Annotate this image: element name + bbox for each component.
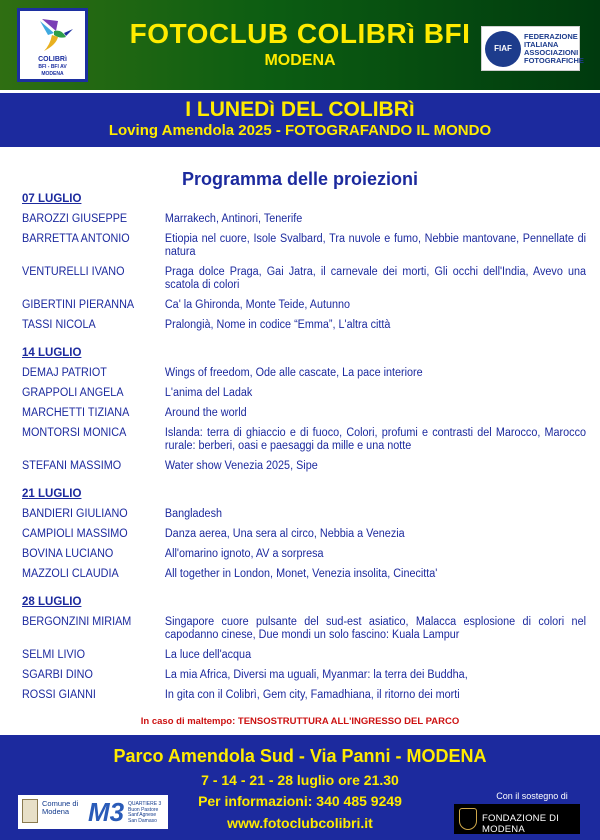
author-name: MAZZOLI CLAUDIA: [22, 568, 119, 580]
program-row: [22, 666, 586, 686]
program-row: [22, 457, 586, 477]
day-heading: 21 LUGLIO: [22, 488, 82, 500]
author-name: VENTURELLI IVANO: [22, 266, 125, 278]
day-gap: [22, 477, 586, 486]
club-city: MODENA: [264, 52, 336, 69]
program-row: [22, 296, 586, 316]
program-row: [22, 404, 586, 424]
day-heading: 14 LUGLIO: [22, 347, 82, 359]
projection-titles: Islanda: terra di ghiaccio e di fuoco, Colori, profumi e contrasti del Marocco, Marocco rurale: berberi, oasi e paesaggi da mille e una notte: [164, 427, 586, 452]
program-list: [22, 191, 586, 706]
fiaf-logo: [481, 26, 584, 71]
author-name: MONTORSI MONICA: [22, 427, 127, 439]
projection-titles: Ca' la Ghironda, Monte Teide, Autunno: [164, 299, 351, 311]
projection-titles: Pralongià, Nome in codice “Emma”, L'altra città: [164, 319, 391, 331]
footer: [0, 735, 600, 840]
quartiere3-logo: M3: [88, 797, 125, 827]
program-row: [22, 316, 586, 336]
program-row: [22, 525, 586, 545]
fondazione-crest-icon: [459, 808, 477, 830]
program-row: [22, 263, 586, 296]
author-name: BERGONZINI MIRIAM: [22, 616, 132, 628]
fondazione-logo: [454, 804, 580, 834]
author-name: STEFANI MASSIMO: [22, 460, 122, 472]
fiaf-text: FEDERAZIONE ITALIANA ASSOCIAZIONI FOTOGRAFICHE: [524, 32, 584, 65]
support-label: Con il sostegno di: [496, 791, 568, 801]
info-phone: Per informazioni: 340 485 9249: [198, 793, 402, 809]
author-name: MARCHETTI TIZIANA: [22, 407, 130, 419]
projection-titles: L'anima del Ladak: [164, 387, 253, 399]
club-title: FOTOCLUB COLIBRì BFI: [129, 18, 471, 49]
projection-titles: Praga dolce Praga, Gai Jatra, il carnevale dei morti, Gli occhi dell'India, Avevo una scatola di colori: [164, 266, 586, 291]
author-name: SGARBI DINO: [22, 669, 93, 681]
event-subtitle: Loving Amendola 2025 - FOTOGRAFANDO IL MONDO: [108, 122, 492, 139]
author-name: GRAPPOLI ANGELA: [22, 387, 124, 399]
colibri-logo: [17, 8, 88, 82]
fondazione-label: FONDAZIONE DI MODENA: [482, 813, 560, 835]
event-banner: [0, 93, 600, 147]
projection-titles: Wings of freedom, Ode alle cascate, La pace interiore: [164, 367, 423, 379]
projection-titles: Marrakech, Antinori, Tenerife: [164, 213, 303, 225]
projection-titles: In gita con il Colibrì, Gem city, Famadhiana, il ritorno dei morti: [164, 689, 460, 701]
author-name: CAMPIOLI MASSIMO: [22, 528, 128, 540]
venue: Parco Amendola Sud - Via Panni - MODENA: [113, 746, 487, 766]
author-name: GIBERTINI PIERANNA: [22, 299, 135, 311]
day-heading: 07 LUGLIO: [22, 193, 82, 205]
header: [0, 0, 600, 90]
logo-city: MODENA: [41, 71, 64, 77]
program-row: [22, 210, 586, 230]
projection-titles: All'omarino ignoto, AV a sorpresa: [164, 548, 324, 560]
projection-titles: Bangladesh: [164, 508, 222, 520]
author-name: DEMAJ PATRIOT: [22, 367, 107, 379]
program-row: [22, 364, 586, 384]
projection-titles: La luce dell'acqua: [164, 649, 252, 661]
program-row: [22, 565, 586, 585]
projection-titles: Danza aerea, Una sera al circo, Nebbia a Venezia: [164, 528, 405, 540]
hummingbird-icon: [36, 15, 74, 53]
program-row: [22, 384, 586, 404]
program-row: [22, 613, 586, 646]
quartiere3-label: QUARTIERE 3 Buon Pastore Sant'Agnese San Damaso: [128, 801, 162, 824]
projection-titles: Water show Venezia 2025, Sipe: [164, 460, 318, 472]
program-row: [22, 686, 586, 706]
program-row: [22, 424, 586, 457]
projection-titles: All together in London, Monet, Venezia insolita, Cinecitta': [164, 568, 438, 580]
program-title: Programma delle proiezioni: [181, 169, 419, 189]
program-row: [22, 230, 586, 263]
program-row: [22, 505, 586, 525]
event-title: I LUNEDì DEL COLIBRì: [185, 98, 415, 121]
projection-titles: Singapore cuore pulsante del sud-est asiatico, Malacca esplosione di colori nel capodanno cinese, Due mondi un solo fascino: Kuala Lampur: [164, 616, 586, 641]
program-row: [22, 545, 586, 565]
fiaf-mark: FIAF: [485, 31, 521, 67]
author-name: SELMI LIVIO: [22, 649, 86, 661]
author-name: BOVINA LUCIANO: [22, 548, 114, 560]
day-gap: [22, 585, 586, 594]
modena-crest-icon: [22, 799, 38, 823]
event-dates: 7 - 14 - 21 - 28 luglio ore 21.30: [201, 772, 399, 788]
author-name: ROSSI GIANNI: [22, 689, 96, 701]
author-name: TASSI NICOLA: [22, 319, 96, 331]
logo-sub: BFI - BFI AV: [38, 64, 67, 70]
sponsor-logos-left: [18, 795, 168, 829]
author-name: BARRETTA ANTONIO: [22, 233, 130, 245]
program-row: [22, 646, 586, 666]
comune-label: Comune di Modena: [42, 799, 79, 817]
day-heading: 28 LUGLIO: [22, 596, 82, 608]
projection-titles: La mia Africa, Diversi ma uguali, Myanmar: la terra dei Buddha,: [164, 669, 468, 681]
bad-weather-note: In caso di maltempo: TENSOSTRUTTURA ALL'INGRESSO DEL PARCO: [140, 716, 460, 727]
logo-name: COLIBRì: [38, 56, 67, 63]
day-gap: [22, 336, 586, 345]
website-link[interactable]: www.fotoclubcolibri.it: [227, 815, 373, 831]
author-name: BANDIERI GIULIANO: [22, 508, 128, 520]
projection-titles: Etiopia nel cuore, Isole Svalbard, Tra nuvole e fumo, Nebbie mantovane, Pennellate di natura: [164, 233, 586, 258]
projection-titles: Around the world: [164, 407, 247, 419]
author-name: BAROZZI GIUSEPPE: [22, 213, 128, 225]
